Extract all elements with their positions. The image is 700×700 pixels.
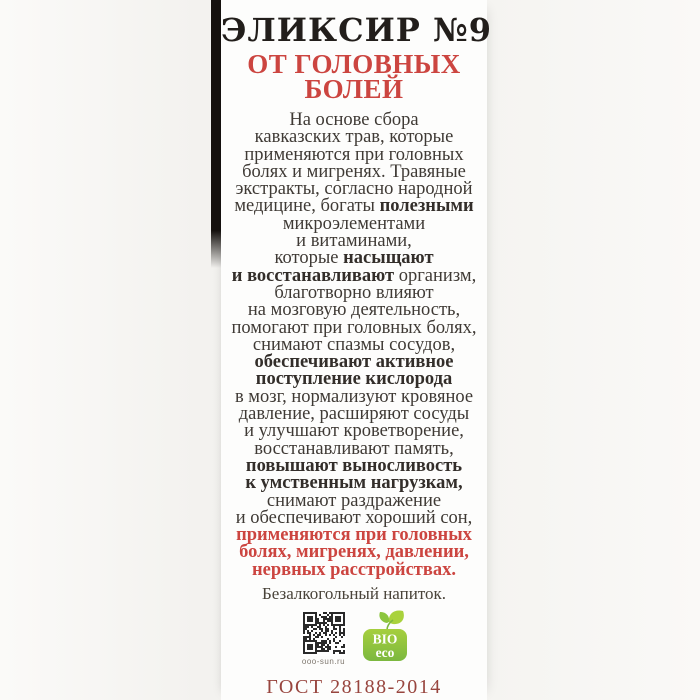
description-line: и обеспечивают хороший сон,: [235, 507, 473, 528]
description-line: медицине, богаты полезными: [234, 196, 474, 217]
leaf-left-icon: [379, 612, 389, 623]
description-line: в мозг, нормализуют кровяное: [234, 386, 474, 407]
description-line: болях, мигренях, давлении,: [239, 542, 469, 563]
description-line: которые насыщают: [274, 248, 434, 269]
description-line: на мозговую деятельность,: [247, 300, 461, 321]
description-line: повышают выносливость: [245, 455, 463, 476]
bio-eco-badge: [360, 610, 410, 664]
description-text: [221, 112, 487, 579]
bottle-edge-left: [211, 0, 221, 268]
description-line: применяются при головных: [236, 525, 472, 546]
description-line: помогают при головных болях,: [231, 317, 477, 338]
drink-type: Безалкогольный напиток.: [261, 584, 447, 604]
qr-caption: ooo-sun.ru: [301, 657, 346, 667]
product-subtitle: [221, 49, 487, 104]
description-line: и улучшают кроветворение,: [244, 421, 464, 442]
description-line: нервных расстройствах.: [251, 559, 456, 580]
description-line: и витаминами,: [296, 231, 412, 252]
qr-code: [299, 610, 349, 667]
description-line: поступление кислорода: [255, 369, 453, 390]
subtitle-line-1: ОТ ГОЛОВНЫХ: [247, 49, 461, 79]
description-line: обеспечивают активное: [254, 352, 454, 373]
product-title: ЭЛИКСИР №9: [221, 11, 493, 49]
qr-code-icon: [301, 610, 347, 656]
description-line: микроэлементами: [282, 213, 426, 234]
description-line: снимают спазмы сосудов,: [252, 334, 456, 355]
description-line: благотворно влияют: [274, 282, 434, 303]
description-line: и восстанавливают организм,: [231, 265, 477, 286]
bio-eco-icon: [360, 610, 410, 664]
description-line: давление, расширяют сосуды: [238, 404, 470, 425]
description-line: экстракты, согласно народной: [235, 179, 473, 200]
product-label: [221, 0, 493, 700]
description-line: к умственным нагрузкам,: [245, 473, 463, 494]
description-line: болях и мигренях. Травяные: [242, 161, 466, 182]
bio-text: BIO: [372, 631, 397, 647]
description-line: На основе сбора: [289, 110, 419, 130]
subtitle-line-2: БОЛЕЙ: [304, 74, 404, 104]
description-line: кавказских трав, которые: [254, 127, 454, 148]
description-line: применяются при головных: [244, 144, 464, 165]
gost-standard: ГОСТ 28188-2014: [266, 676, 442, 699]
description-line: восстанавливают память,: [254, 438, 454, 459]
logos-row: [221, 610, 487, 668]
eco-text: eco: [375, 645, 394, 661]
description-line: снимают раздражение: [266, 490, 442, 511]
